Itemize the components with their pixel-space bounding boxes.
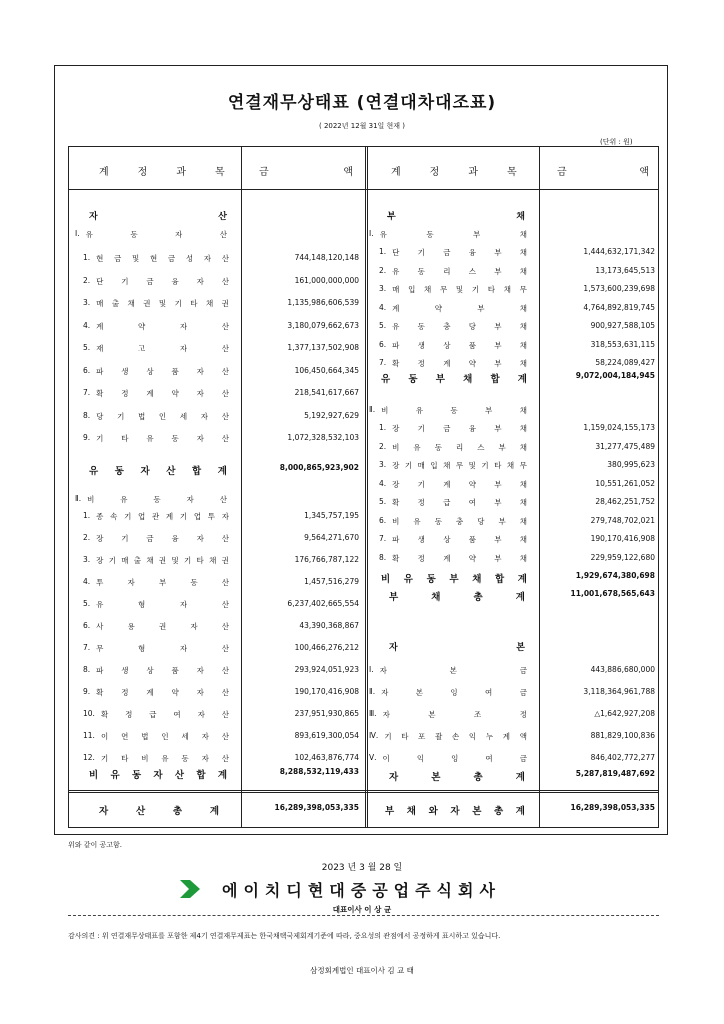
noncurrent-liability-row-label: 6. 비 유 동 충 당 부 채 [379,515,527,526]
current-asset-row-label: 4. 계 약 자 산 [83,320,229,331]
current-liability-row-label: 5. 유 동 충 당 부 채 [379,321,527,331]
divider [68,915,659,916]
noncurrent-asset-row-value: 1,457,516,279 [304,577,359,586]
noncurrent-asset-row-label: 8. 파 생 상 품 자 산 [83,665,229,675]
noncurrent-assets-total-value: 8,288,532,119,433 [279,767,359,776]
noncurrent-asset-row-value: 190,170,416,908 [294,687,359,696]
header-left-account: 계정과목 [99,167,254,178]
current-liabilities-total-value: 9,072,004,184,945 [575,371,655,380]
current-liability-row-value: 1,444,632,171,342 [583,247,655,256]
equity-total-label: 자 본 총 계 [389,772,525,783]
noncurrent-asset-row-value: 893,619,300,054 [294,731,359,740]
current-liabilities-title-label: Ⅰ. 유 동 부 채 [369,229,527,239]
equity-row-value: 881,829,100,836 [590,731,655,740]
equity-row-label: Ⅴ. 이 익 잉 여 금 [369,753,527,763]
representative: 대표이사 이 상 균 [332,905,392,914]
current-asset-row-label: 3. 매 출 채 권 및 기 타 채 권 [83,298,229,308]
current-asset-row-value: 218,541,617,667 [294,388,359,397]
noncurrent-asset-row-label: 4. 투 자 부 동 산 [83,577,229,587]
noncurrent-asset-row-label: 6. 사 용 권 자 산 [83,621,229,631]
current-liability-row-value: 58,224,089,427 [595,358,655,367]
noncurrent-liability-row-value: 28,462,251,752 [595,497,655,506]
current-asset-row-value: 161,000,000,000 [294,275,359,285]
noncurrent-asset-row-label: 12. 기 타 비 유 동 자 산 [83,753,229,763]
noncurrent-liability-row-label: 7. 파 생 상 품 부 채 [379,534,527,544]
noncurrent-liability-row-value: 10,551,261,052 [595,478,655,488]
current-liability-row-label: 7. 확 정 계 약 부 채 [379,358,527,368]
noncurrent-liability-row-label: 2. 비 유 동 리 스 부 채 [379,441,527,452]
noncurrent-liability-row-value: 229,959,122,680 [590,552,655,562]
audit-opinion: 감사의견 : 위 연결재무상태표를 포함한 제4기 연결재무제표는 한국채택국제회계기준에 따라, 중요성의 관점에서 공정하게 표시하고 있습니다. [68,932,501,940]
header-left-amount: 금 액 [259,167,353,178]
document-title: 연결재무상태표 (연결대차대조표) [227,93,497,113]
noncurrent-asset-row-value: 102,463,876,774 [294,753,359,762]
company-logo-icon [178,880,200,902]
current-liability-row-label: 6. 파 생 상 품 부 채 [379,339,527,350]
noncurrent-liability-row-label: 5. 확 정 급 여 부 채 [379,497,527,507]
liabilities-total-label: 부 채 총 계 [389,592,525,603]
current-asset-row-value: 3,180,079,662,673 [287,320,359,330]
current-asset-row-label: 5. 재 고 자 산 [83,343,229,353]
noncurrent-liability-row-value: 190,170,416,908 [590,534,655,543]
current-liability-row-label: 4. 계 약 부 채 [379,302,527,313]
current-liability-row-value: 1,573,600,239,698 [583,284,655,293]
noncurrent-asset-row-value: 237,951,930,865 [294,709,359,718]
noncurrent-liabilities-total-value: 1,929,674,380,698 [575,571,655,580]
current-asset-row-label: 1. 현 금 및 현 금 성 자 산 [83,253,229,263]
noncurrent-liability-row-value: 279,748,702,021 [590,515,655,525]
current-asset-row-label: 2. 단 기 금 융 자 산 [83,275,229,286]
noncurrent-asset-row-label: 7. 무 형 자 산 [83,643,229,653]
noncurrent-asset-row-label: 3. 장 기 매 출 채 권 및 기 타 채 권 [83,555,229,565]
equity-row-label: Ⅳ. 기 타 포 괄 손 익 누 계 액 [369,731,527,741]
company-name: 에이치디현대중공업주식회사 [222,881,501,900]
current-asset-row-value: 1,377,137,502,908 [287,343,359,352]
unit-note: (단위 : 원) [600,138,633,146]
current-asset-row-value: 106,450,664,345 [294,365,359,375]
current-asset-row-label: 9. 기 타 유 동 자 산 [83,433,229,443]
noncurrent-asset-row-label: 10. 확 정 급 여 자 산 [83,709,229,719]
noncurrent-asset-row-value: 100,466,276,212 [294,643,359,652]
current-liability-row-label: 1. 단 기 금 융 부 채 [379,247,527,257]
equity-row-value: 3,118,364,961,788 [583,687,655,696]
noncurrent-asset-row-label: 2. 장 기 금 융 자 산 [83,533,229,543]
current-asset-row-value: 5,192,927,629 [304,410,359,420]
current-liability-row-value: 13,173,645,513 [595,265,655,275]
liabilities-equity-grand-total-label: 부 채 와 자 본 총 계 [385,806,525,817]
noncurrent-assets-title-label: Ⅱ. 비 유 동 자 산 [75,494,227,504]
announcement-date: 2023 년 3 월 28 일 [321,863,403,873]
liabilities-total-value: 11,001,678,565,643 [570,589,655,598]
noncurrent-asset-row-value: 293,924,051,923 [294,665,359,674]
assets-grand-total-value: 16,289,398,053,335 [274,803,359,812]
current-asset-row-label: 8. 당 기 법 인 세 자 산 [83,410,229,421]
noncurrent-assets-total-label: 비 유 동 자 산 합 계 [89,770,227,781]
noncurrent-asset-row-label: 1. 종 속 기 업 관 계 기 업 투 자 [83,511,229,521]
noncurrent-liabilities-total-label: 비 유 동 부 채 합 계 [381,574,527,585]
noncurrent-liability-row-label: 1. 장 기 금 융 부 채 [379,423,527,433]
equity-row-value: 443,886,680,000 [590,665,655,674]
noncurrent-asset-row-label: 11. 이 연 법 인 세 자 산 [83,731,229,741]
equity-row-value: 846,402,772,277 [590,753,655,762]
noncurrent-liability-row-value: 1,159,024,155,173 [583,423,655,432]
equity-row-value: △1,642,927,208 [594,709,655,718]
equity-total-value: 5,287,819,487,692 [575,769,655,778]
equity-title-label: 자 본 [389,643,525,653]
current-asset-row-value: 744,148,120,148 [294,253,359,262]
current-liability-row-value: 318,553,631,115 [590,339,655,349]
current-liabilities-total-label: 유 동 부 채 합 계 [381,374,527,385]
current-asset-row-label: 7. 확 정 계 약 자 산 [83,388,229,398]
balance-sheet-table [68,146,659,828]
current-liability-row-value: 900,927,588,105 [590,321,655,330]
noncurrent-liability-row-label: 3. 장 기 매 입 채 무 및 기 타 채 무 [379,460,527,470]
current-assets-total-value: 8,000,865,923,902 [279,463,359,472]
assets-grand-total-label: 자 산 총 계 [99,806,219,817]
current-liability-row-value: 4,764,892,819,745 [583,302,655,312]
header-right-amount: 금 액 [557,167,649,178]
noncurrent-liability-row-label: 4. 장 기 계 약 부 채 [379,478,527,489]
noncurrent-liability-row-value: 31,277,475,489 [595,441,655,451]
noncurrent-asset-row-label: 9. 확 정 계 약 자 산 [83,687,229,697]
header-right-account: 계정과목 [391,167,546,178]
equity-row-label: Ⅰ. 자 본 금 [369,665,527,675]
noncurrent-liabilities-title-label: Ⅱ. 비 유 동 부 채 [369,405,527,415]
noncurrent-asset-row-label: 5. 유 형 자 산 [83,599,229,609]
liabilities-equity-grand-total-value: 16,289,398,053,335 [570,803,655,812]
current-liability-row-label: 3. 매 입 채 무 및 기 타 채 무 [379,284,527,294]
notice-text: 위와 같이 공고함. [68,841,123,849]
liabilities-title-label: 부 채 [387,212,525,222]
noncurrent-asset-row-value: 176,766,787,122 [294,555,359,564]
current-liability-row-label: 2. 유 동 리 스 부 채 [379,265,527,276]
current-asset-row-value: 1,072,328,532,103 [287,433,359,442]
report-date: ( 2022년 12월 31일 현재 ) [318,122,406,130]
noncurrent-asset-row-value: 43,390,368,867 [299,621,359,630]
noncurrent-liability-row-label: 8. 확 정 계 약 부 채 [379,552,527,563]
current-asset-row-value: 1,135,986,606,539 [287,298,359,307]
noncurrent-asset-row-value: 9,564,271,670 [304,533,359,542]
current-assets-total-label: 유 동 자 산 합 계 [89,466,227,477]
noncurrent-asset-row-value: 1,345,757,195 [304,511,359,520]
current-asset-row-label: 6. 파 생 상 품 자 산 [83,365,229,376]
equity-row-label: Ⅲ. 자 본 조 정 [369,709,527,719]
current-assets-title-label: Ⅰ. 유 동 자 산 [75,229,227,239]
equity-row-label: Ⅱ. 자 본 잉 여 금 [369,687,527,697]
assets-title-label: 자 산 [89,212,227,222]
noncurrent-asset-row-value: 6,237,402,665,554 [287,599,359,608]
auditor: 삼정회계법인 대표이사 김 교 태 [310,966,414,975]
noncurrent-liability-row-value: 380,995,623 [607,460,655,469]
